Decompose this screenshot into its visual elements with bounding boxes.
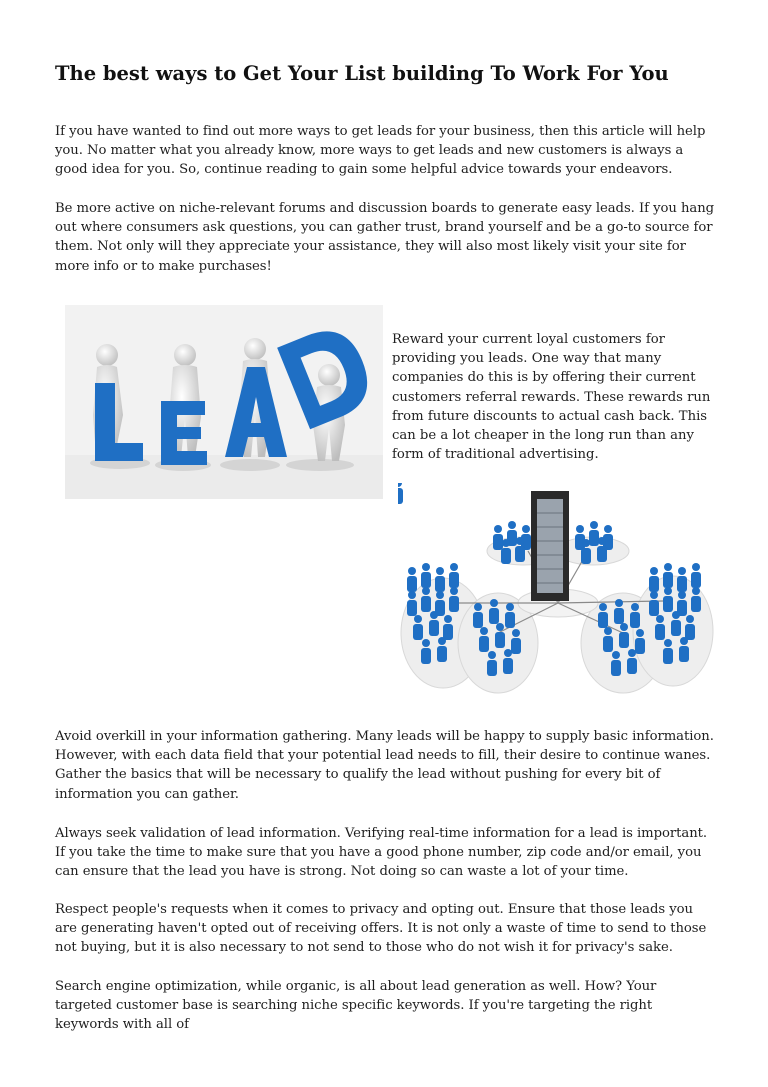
lead-people-image bbox=[65, 305, 383, 499]
paragraph-rewards: Reward your current loyal customers for providing you leads. One way that many companies do this is by offering their current customers referral rewards. These rewards run from future discounts to actual cash back. This can be a lot cheaper in the long run than any form of traditional advertising. bbox=[392, 332, 711, 463]
server-network-image bbox=[398, 483, 716, 697]
paragraph-validation: Always seek validation of lead information. Verifying real-time information for a lead is important. If you take the time to make sure that you have a good phone number, zip code and/or email, you can ensure that the lead you have is strong. Not doing so can waste a lot of your time. bbox=[55, 826, 708, 880]
paragraph-intro: If you have wanted to find out more ways to get leads for your business, then this article will help you. No matter what you already know, more ways to get leads and new customers is always a good idea for you. So, continue reading to gain some helpful advice towards your endeavors. bbox=[55, 124, 706, 178]
paragraph-forums: Be more active on niche-relevant forums and discussion boards to generate easy leads. If you hang out where consumers ask questions, you can gather trust, brand yourself and be a go-to source for them. Not only will they appreciate your assistance, they will also most likely visit your site for more info or to make purchases! bbox=[55, 201, 715, 274]
network-illustration bbox=[398, 483, 716, 697]
article-title: The best ways to Get Your List building To Work For You bbox=[55, 62, 669, 85]
paragraph-overkill: Avoid overkill in your information gathering. Many leads will be happy to supply basic information. However, with each data field that your potential lead needs to fill, their desire to continue wanes. Gather the basics that will be necessary to qualify the lead without pushing for every bit of information you can gather. bbox=[55, 729, 714, 802]
lead-illustration bbox=[65, 305, 383, 499]
paragraph-privacy: Respect people's requests when it comes to privacy and opting out. Ensure that those leads you are generating haven't opted out of receiving offers. It is not only a waste of time to send to those not buying, but it is also necessary to not send to those who do not wish it for privacy's sake. bbox=[55, 902, 707, 956]
paragraph-seo: Search engine optimization, while organic, is all about lead generation as well. How? Your targeted customer base is searching niche specific keywords. If you're targeting the right keywords with all of bbox=[55, 979, 657, 1033]
